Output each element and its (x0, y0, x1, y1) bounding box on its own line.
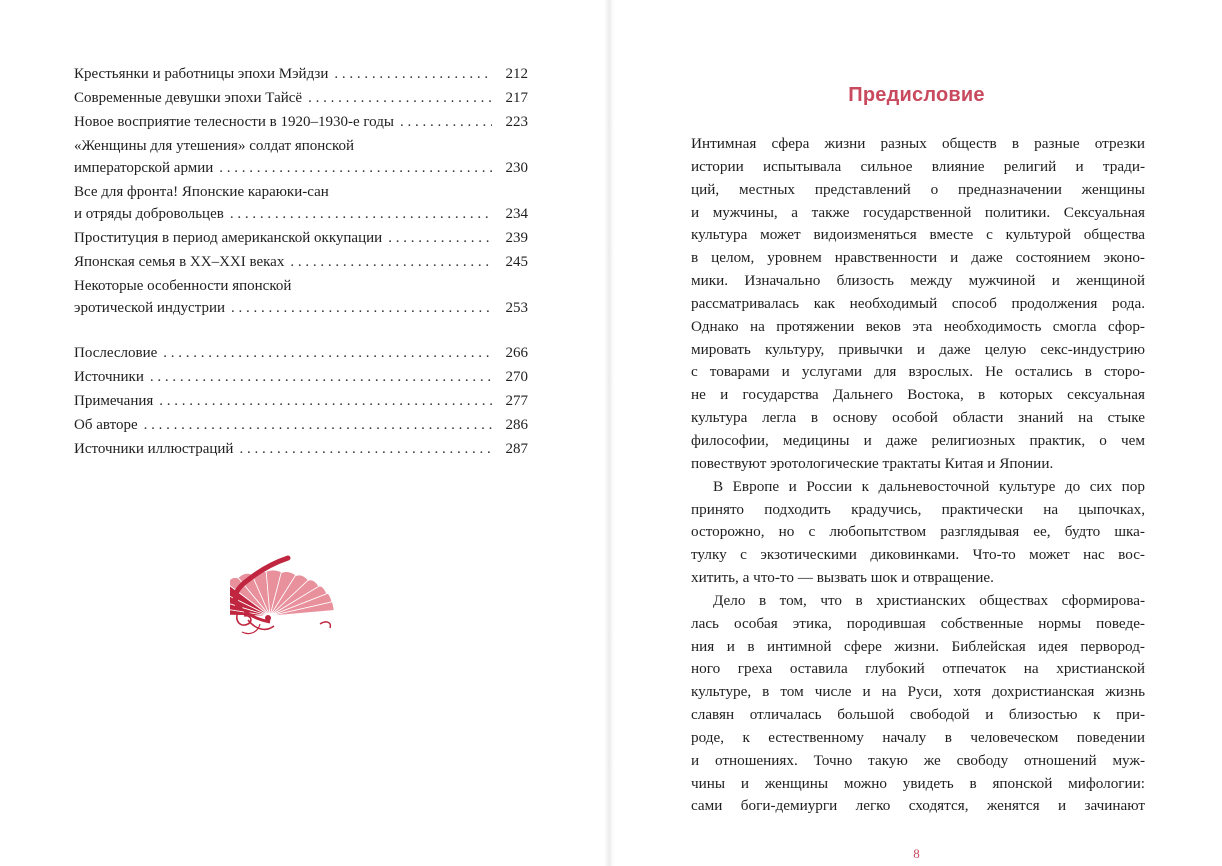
text-line: и отношениях. Точно такую же свободу отношений муж- (691, 751, 1145, 769)
toc-entry-title: Крестьянки и работницы эпохи Мэйдзи (74, 66, 329, 82)
text-line: с товарами и услугами для взрослых. Не остались в сторо- (691, 363, 1145, 381)
toc-entry-title-line: Некоторые особенности японской (74, 278, 292, 294)
text-line: славян отличалась большой свободой и близостью к при- (691, 706, 1145, 724)
toc-entry (74, 181, 528, 225)
toc-entry (74, 275, 528, 319)
text-line: культура легла в основу особой области знаний на стыке (691, 409, 1145, 427)
preface-paragraph (691, 590, 1145, 818)
toc-entry-row (74, 366, 528, 388)
text-line: ций, местных представлений о предназначении женщины (691, 180, 1145, 198)
toc-dot-leader (230, 203, 492, 225)
toc-dot-leader (400, 111, 492, 133)
toc-entry-page-number: 287 (505, 441, 528, 457)
toc-dot-leader (219, 157, 492, 179)
toc-dot-leader (144, 414, 492, 436)
toc-entry (74, 342, 528, 364)
text-line: В Европе и России к дальневосточной культуре до сих пор (713, 477, 1145, 495)
toc-entry (74, 135, 528, 179)
text-line: ного греха оставила глубокий отпечаток на христианской (691, 660, 1145, 678)
toc-entry-page-number: 217 (505, 90, 528, 106)
toc-entry (74, 63, 528, 85)
toc-entry-title: Об авторе (74, 417, 138, 433)
toc-entry-page-number: 266 (505, 345, 528, 361)
text-line: Однако на протяжении веков эта необходимость смогла сфор- (691, 317, 1145, 335)
toc-entry (74, 438, 528, 460)
text-line: не и государства Дальнего Востока, в которых сексуальная (691, 386, 1145, 404)
toc-entry-title: эротической индустрии (74, 300, 225, 316)
toc-entry-page-number: 245 (505, 254, 528, 270)
toc-entry-title: и отряды добровольцев (74, 206, 224, 222)
toc-entry-row (74, 251, 528, 273)
toc-dot-leader (308, 87, 492, 109)
text-line: истории испытывала сильное влияние религий и тради- (691, 157, 1145, 175)
text-line: ния и в интимной сфере жизни. Библейская идея первород- (691, 637, 1145, 655)
toc-dot-leader (334, 63, 492, 85)
table-of-contents (74, 63, 528, 321)
toc-entry (74, 87, 528, 109)
toc-entry-title: Японская семья в XX–XXI веках (74, 254, 285, 270)
toc-entry-page-number: 286 (505, 417, 528, 433)
toc-entry-row (74, 63, 528, 85)
toc-dot-leader (150, 366, 492, 388)
toc-entry-title: Примечания (74, 393, 154, 409)
toc-entry-title: Современные девушки эпохи Тайсё (74, 90, 303, 106)
toc-entry-title: Послесловие (74, 345, 158, 361)
toc-entry-row (74, 157, 528, 179)
toc-entry-title: Проституция в период американской оккупации (74, 230, 383, 246)
text-line: Интимная сфера жизни разных обществ в разные отрезки (691, 135, 1145, 152)
toc-entry-row (74, 438, 528, 460)
text-line: хитить, а что-то — вызвать шок и отвращение. (691, 569, 994, 587)
toc-dot-leader (290, 251, 492, 273)
toc-entry (74, 251, 528, 273)
page-number: 8 (913, 846, 920, 861)
folding-fan-illustration (230, 550, 372, 640)
text-line: осторожно, но с любопытством разглядывая ее, будто шка- (691, 523, 1145, 541)
toc-entry-row (74, 203, 528, 225)
text-line: сами боги-демиурги легко сходятся, женятся и зачинают (691, 797, 1145, 815)
toc-entry-page-number: 277 (505, 393, 528, 409)
toc-entry-page-number: 253 (505, 300, 528, 316)
toc-entry-row (74, 390, 528, 412)
page-gutter (604, 0, 614, 866)
toc-entry-title: императорской армии (74, 160, 214, 176)
toc-entry-page-number: 212 (505, 66, 528, 82)
toc-entry-page-number: 223 (505, 114, 528, 130)
toc-entry-page-number: 234 (505, 206, 528, 222)
text-line: тулку с экзотическими диковинками. Что-то может нас вос- (691, 546, 1145, 564)
text-line: мики. Изначально близость между мужчиной и женщиной (691, 272, 1145, 290)
toc-entry (74, 414, 528, 436)
text-line: лась особая этика, породившая собственные нормы поведе- (691, 614, 1145, 632)
toc-entry-title: Источники иллюстраций (74, 441, 234, 457)
toc-dot-leader (388, 227, 492, 249)
text-line: культура может видоизменяться вместе с культурой общества (691, 226, 1145, 244)
toc-entry (74, 111, 528, 133)
toc-entry-row (74, 111, 528, 133)
toc-entry-title-line: «Женщины для утешения» солдат японской (74, 138, 355, 154)
toc-entry-title: Источники (74, 369, 144, 385)
toc-entry-title: Новое восприятие телесности в 1920–1930-е годы (74, 114, 394, 130)
toc-dot-leader (159, 390, 492, 412)
toc-dot-leader (239, 438, 492, 460)
text-line: мировать культуру, привычки и даже целую секс-индустрию (691, 340, 1145, 358)
toc-entry-row (74, 414, 528, 436)
toc-dot-leader (163, 342, 492, 364)
toc-entry-row (74, 87, 528, 109)
toc-entry (74, 227, 528, 249)
toc-entry (74, 390, 528, 412)
text-line: роде, к естественному началу в человеческом поведении (691, 728, 1145, 746)
toc-dot-leader (231, 297, 492, 319)
toc-entry (74, 366, 528, 388)
toc-entry-page-number: 270 (505, 369, 528, 385)
toc-entry-page-number: 239 (505, 230, 528, 246)
preface-paragraph (691, 133, 1145, 476)
text-line: в целом, уровнем нравственности и даже состоянием эконо- (691, 249, 1145, 267)
chapter-heading: Предисловие (848, 84, 985, 106)
preface-body-text (691, 133, 1145, 818)
toc-entry-row (74, 342, 528, 364)
text-line: чины и женщины можно увидеть в японской мифологии: (691, 774, 1145, 792)
toc-entry-row (74, 227, 528, 249)
text-line: принято подходить крадучись, практически на цыпочках, (691, 500, 1145, 518)
text-line: повествуют эротологические трактаты Китая и Японии. (691, 454, 1054, 472)
preface-paragraph (691, 476, 1145, 590)
text-line: культуре, в том числе и на Руси, хотя дохристианская жизнь (691, 683, 1145, 701)
toc-entry-title-line: Все для фронта! Японские караюки-сан (74, 184, 329, 200)
table-of-contents-back-matter (74, 342, 528, 462)
text-line: и мужчины, а также государственной политики. Сексуальная (691, 203, 1145, 221)
text-line: рассматривалась как необходимый способ продолжения рода. (691, 294, 1145, 312)
toc-entry-row (74, 297, 528, 319)
text-line: философии, медицины и даже религиозных практик, о чем (691, 431, 1145, 449)
text-line: Дело в том, что в христианских обществах сформирова- (713, 591, 1145, 609)
toc-entry-page-number: 230 (505, 160, 528, 176)
